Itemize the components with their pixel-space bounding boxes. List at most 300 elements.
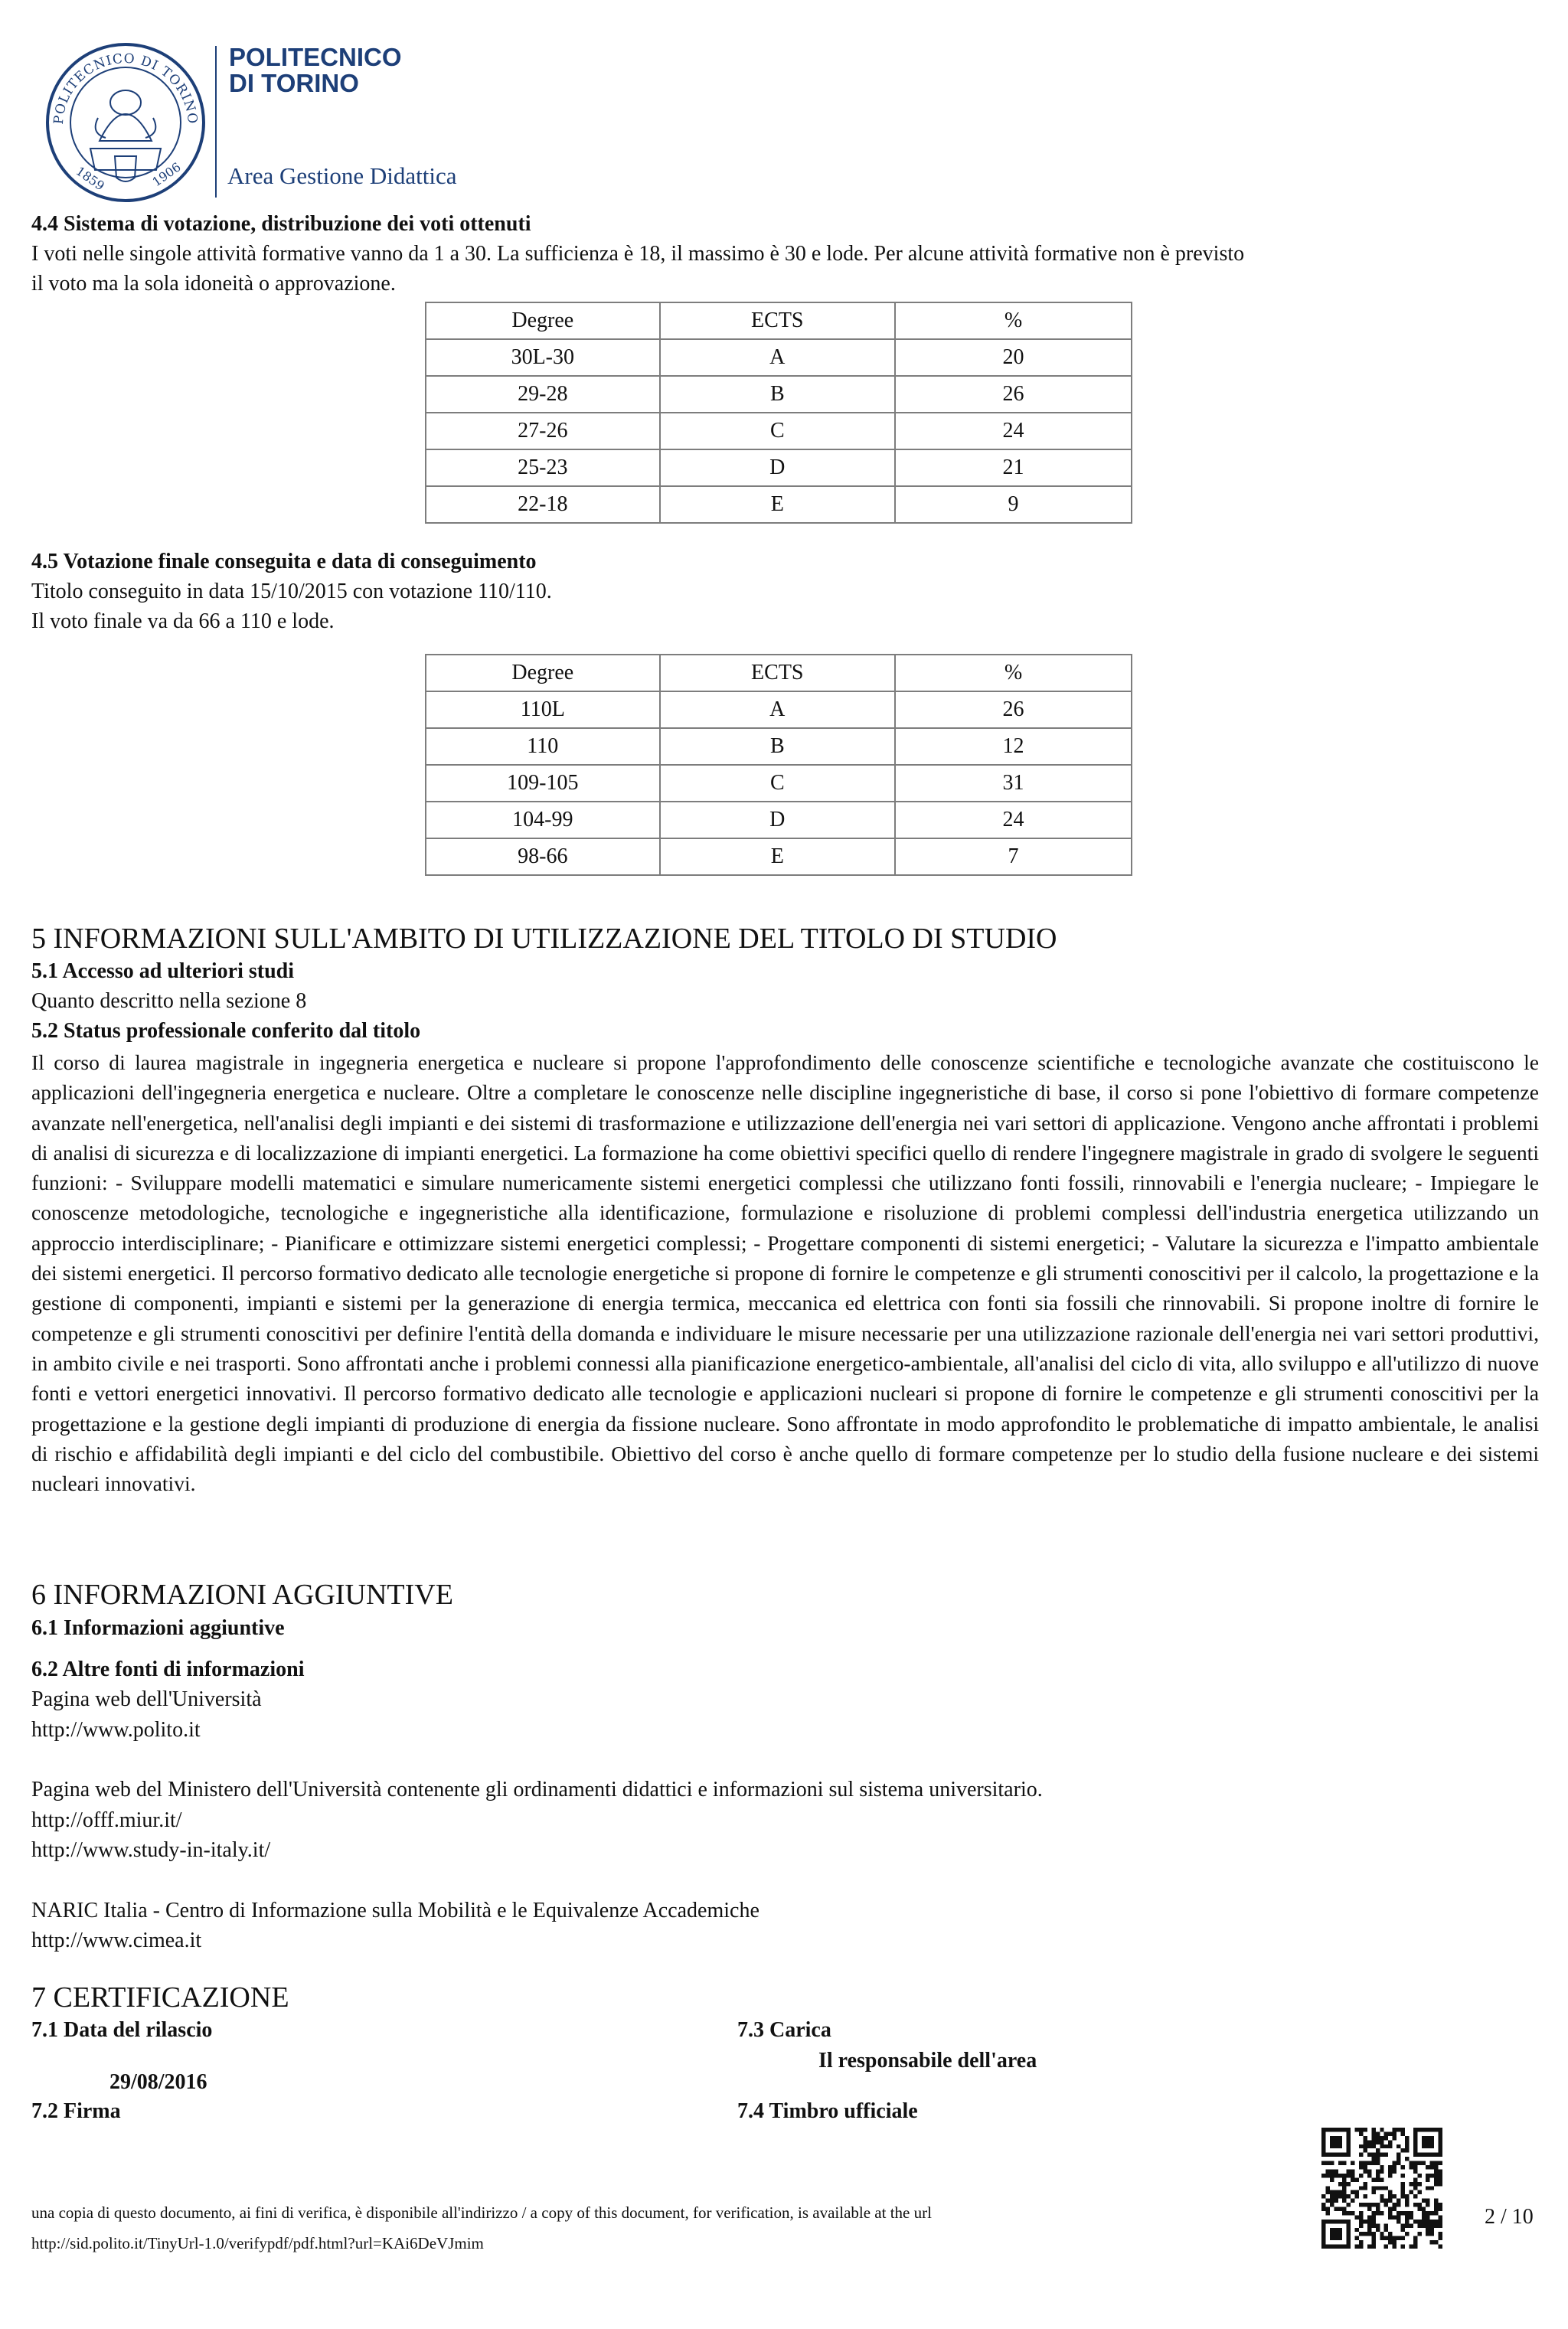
qr-module bbox=[1334, 2174, 1338, 2177]
qr-module bbox=[1363, 2148, 1367, 2152]
qr-module bbox=[1325, 2190, 1329, 2194]
ministry-link-2[interactable]: http://www.study-in-italy.it/ bbox=[31, 1838, 271, 1862]
qr-module bbox=[1371, 2161, 1375, 2165]
qr-module bbox=[1359, 2153, 1363, 2157]
qr-module bbox=[1426, 2186, 1429, 2190]
qr-module bbox=[1439, 2161, 1442, 2165]
qr-module bbox=[1325, 2161, 1329, 2165]
qr-module bbox=[1367, 2144, 1371, 2148]
qr-module bbox=[1384, 2245, 1388, 2249]
table-row bbox=[426, 339, 1132, 376]
qr-module bbox=[1422, 2207, 1426, 2211]
qr-module bbox=[1380, 2177, 1383, 2181]
qr-module bbox=[1413, 2140, 1417, 2144]
qr-module bbox=[1367, 2153, 1371, 2157]
qr-module bbox=[1334, 2220, 1338, 2223]
qr-module bbox=[1409, 2215, 1413, 2219]
qr-module bbox=[1388, 2211, 1392, 2215]
section-6-2-title: 6.2 Altre fonti di informazioni bbox=[31, 1658, 305, 1681]
qr-module bbox=[1393, 2215, 1396, 2219]
qr-module bbox=[1342, 2161, 1346, 2165]
qr-module bbox=[1376, 2131, 1380, 2135]
qr-module bbox=[1371, 2232, 1375, 2236]
qr-module bbox=[1363, 2220, 1367, 2223]
qr-module bbox=[1439, 2245, 1442, 2249]
qr-module bbox=[1405, 2199, 1409, 2203]
qr-module bbox=[1376, 2169, 1380, 2173]
naric-label: NARIC Italia - Centro di Informazione sulla Mobilità e le Equivalenze Accademiche bbox=[31, 1899, 760, 1922]
qr-module bbox=[1334, 2194, 1338, 2198]
qr-module bbox=[1330, 2194, 1334, 2198]
qr-module bbox=[1325, 2199, 1329, 2203]
qr-module bbox=[1334, 2144, 1338, 2148]
qr-module bbox=[1351, 2174, 1354, 2177]
qr-module bbox=[1363, 2140, 1367, 2144]
table-row bbox=[426, 802, 1132, 838]
naric-link[interactable]: http://www.cimea.it bbox=[31, 1929, 202, 1952]
section-7-4-title: 7.4 Timbro ufficiale bbox=[737, 2099, 918, 2123]
section-5-2-text: Il corso di laurea magistrale in ingegneria energetica e nucleare si propone l'approfondimento delle conoscenze scientifiche e tecnologiche avanzate che costituiscono le applicazioni dell'ingegneria energetica e nucleare. Oltre a completare le conoscenze nelle discipline ingegneristiche di base, il corso si pone l'obiettivo di formare competenze avanzate nell'energetica, nell'analisi degli impianti e dei sistemi di trasformazione e utilizzazione dell'energia nei vari settori di applicazione. Vengono anche affrontati i problemi di analisi di sicurezza e di localizzazione di impianti energetici. La formazione ha come obiettivi specifici quello di rendere l'ingegnere magistrale in grado di svolgere le seguenti funzioni: - Sviluppare modelli matematici e simulare numericamente sistemi energetici complessi che utilizzano fonti fossili, rinnovabili e l'energia nucleare; - Impiegare le conoscenze metodologiche, tecnologiche e ingegneristiche alla identificazione, formulazione e risoluzione di problemi complessi dell'industria energetica utilizzando un approccio interdisciplinare; - Pianificare e ottimizzare sistemi energetici complessi; - Progettare componenti di sistemi energetici; - Valutare la sicurezza e l'impatto ambientale dei sistemi energetici. Il percorso formativo dedicato alle tecnologie energetiche si propone di fornire le competenze e gli strumenti conoscitivi per il calcolo, la progettazione e la gestione di componenti, impianti e sistemi per la generazione di energia termica, meccanica ed elettrica con fonti sia fossili che rinnovabili. Si propone inoltre di fornire le competenze e gli strumenti conoscitivi per definire l'entità della domanda e individuare le misure necessarie per una utilizzazione razionale dell'energia nei vari settori produttivi, in ambito civile e nei trasporti. Sono affrontati anche i problemi connessi alla pianificazione energetico-ambientale, all'analisi del ciclo di vita, allo sviluppo e all'utilizzo di nuove fonti e vettori energetici innovativi. Il percorso formativo dedicato alle tecnologie e applicazioni nucleari si propone di fornire le competenze e gli strumenti conoscitivi per la progettazione e la gestione degli impianti di produzione di energia da fissione nucleare. Sono affrontate in modo approfondito le problematiche di impatto ambientale, le analisi di rischio e affidabilità degli impianti e del ciclo del combustibile. Obiettivo del corso è anche quello di formare competenze per lo studio della fusione nucleare e dei sistemi nucleari innovativi. bbox=[31, 1050, 1539, 1496]
table-cell: 12 bbox=[895, 728, 1132, 765]
qr-module bbox=[1330, 2174, 1334, 2177]
qr-module bbox=[1388, 2240, 1392, 2244]
qr-module bbox=[1321, 2220, 1325, 2223]
qr-module bbox=[1347, 2169, 1351, 2173]
ministry-web-label: Pagina web del Ministero dell'Università contenente gli ordinamenti didattici e informazioni sul sistema universitario. bbox=[31, 1778, 1043, 1801]
qr-module bbox=[1405, 2220, 1409, 2223]
qr-module bbox=[1409, 2223, 1413, 2227]
qr-module bbox=[1325, 2153, 1329, 2157]
qr-module bbox=[1396, 2199, 1400, 2203]
qr-module bbox=[1338, 2153, 1342, 2157]
qr-module bbox=[1330, 2177, 1334, 2181]
table-header-cell: % bbox=[895, 302, 1132, 339]
qr-module bbox=[1430, 2144, 1434, 2148]
qr-module bbox=[1413, 2203, 1417, 2207]
qr-module bbox=[1367, 2215, 1371, 2219]
qr-module bbox=[1422, 2220, 1426, 2223]
qr-module bbox=[1334, 2199, 1338, 2203]
qr-module bbox=[1321, 2136, 1325, 2140]
qr-module bbox=[1359, 2215, 1363, 2219]
qr-module bbox=[1321, 2203, 1325, 2207]
qr-module bbox=[1338, 2220, 1342, 2223]
qr-module bbox=[1330, 2169, 1334, 2173]
qr-module bbox=[1405, 2144, 1409, 2148]
qr-module bbox=[1430, 2165, 1434, 2169]
qr-module bbox=[1434, 2177, 1438, 2181]
section-5-title: 5 INFORMAZIONI SULL'AMBITO DI UTILIZZAZIONE DEL TITOLO DI STUDIO bbox=[31, 923, 1057, 955]
qr-module bbox=[1376, 2153, 1380, 2157]
qr-module bbox=[1355, 2215, 1359, 2219]
qr-module bbox=[1426, 2215, 1429, 2219]
qr-module bbox=[1388, 2140, 1392, 2144]
qr-module bbox=[1355, 2128, 1359, 2131]
qr-module bbox=[1321, 2161, 1325, 2165]
qr-module bbox=[1347, 2174, 1351, 2177]
qr-module bbox=[1330, 2128, 1334, 2131]
qr-module bbox=[1405, 2194, 1409, 2198]
qr-module bbox=[1367, 2228, 1371, 2232]
institution-name-line2: DI TORINO bbox=[229, 69, 359, 97]
qr-module bbox=[1347, 2194, 1351, 2198]
qr-module bbox=[1434, 2203, 1438, 2207]
qr-module bbox=[1338, 2207, 1342, 2211]
qr-module bbox=[1417, 2182, 1421, 2186]
qr-module bbox=[1371, 2215, 1375, 2219]
qr-module bbox=[1393, 2136, 1396, 2140]
qr-module bbox=[1347, 2131, 1351, 2135]
qr-module bbox=[1430, 2161, 1434, 2165]
table-cell: 29-28 bbox=[426, 376, 660, 413]
role-title: Il responsabile dell'area bbox=[818, 2049, 1037, 2073]
qr-module bbox=[1439, 2153, 1442, 2157]
qr-module bbox=[1409, 2211, 1413, 2215]
qr-module bbox=[1388, 2169, 1392, 2173]
qr-module bbox=[1342, 2194, 1346, 2198]
qr-module bbox=[1426, 2223, 1429, 2227]
qr-module bbox=[1371, 2136, 1375, 2140]
qr-module bbox=[1325, 2245, 1329, 2249]
qr-module bbox=[1409, 2161, 1413, 2165]
qr-module bbox=[1434, 2207, 1438, 2211]
table-row bbox=[426, 765, 1132, 802]
qr-module bbox=[1413, 2186, 1417, 2190]
footer-verification-url[interactable]: http://sid.polito.it/TinyUrl-1.0/verifypdf/pdf.html?url=KAi6DeVJmim bbox=[31, 2234, 484, 2252]
table-cell: E bbox=[660, 838, 895, 875]
table-cell: B bbox=[660, 728, 895, 765]
qr-module bbox=[1338, 2161, 1342, 2165]
qr-module bbox=[1422, 2161, 1426, 2165]
qr-module bbox=[1342, 2211, 1346, 2215]
qr-module bbox=[1430, 2240, 1434, 2244]
qr-module bbox=[1434, 2128, 1438, 2131]
qr-module bbox=[1380, 2232, 1383, 2236]
table-cell: 25-23 bbox=[426, 449, 660, 486]
section-5-1-text: Quanto descritto nella sezione 8 bbox=[31, 989, 307, 1013]
qr-module bbox=[1347, 2182, 1351, 2186]
qr-module bbox=[1422, 2136, 1426, 2140]
qr-module bbox=[1380, 2136, 1383, 2140]
qr-module bbox=[1417, 2161, 1421, 2165]
qr-module bbox=[1325, 2169, 1329, 2173]
qr-module bbox=[1321, 2140, 1325, 2144]
qr-module bbox=[1330, 2232, 1334, 2236]
table-cell: 22-18 bbox=[426, 486, 660, 523]
qr-module bbox=[1396, 2203, 1400, 2207]
qr-module bbox=[1409, 2190, 1413, 2194]
qr-module bbox=[1325, 2128, 1329, 2131]
qr-module bbox=[1351, 2190, 1354, 2194]
qr-module bbox=[1321, 2174, 1325, 2177]
qr-module bbox=[1430, 2128, 1434, 2131]
qr-module bbox=[1413, 2161, 1417, 2165]
section-4-5-title: 4.5 Votazione finale conseguita e data di conseguimento bbox=[31, 550, 537, 573]
qr-module bbox=[1401, 2165, 1405, 2169]
qr-module bbox=[1338, 2194, 1342, 2198]
table-header-cell: % bbox=[895, 655, 1132, 691]
qr-module bbox=[1384, 2199, 1388, 2203]
qr-module bbox=[1401, 2186, 1405, 2190]
grades-table-4-5 bbox=[425, 654, 1132, 876]
qr-module bbox=[1371, 2153, 1375, 2157]
qr-module bbox=[1371, 2157, 1375, 2161]
qr-module bbox=[1380, 2169, 1383, 2173]
qr-module bbox=[1347, 2240, 1351, 2244]
table-row bbox=[426, 376, 1132, 413]
qr-module bbox=[1417, 2190, 1421, 2194]
qr-module bbox=[1355, 2236, 1359, 2240]
svg-text:1859: 1859 bbox=[73, 163, 107, 194]
qr-module bbox=[1363, 2169, 1367, 2173]
qr-module bbox=[1422, 2140, 1426, 2144]
qr-module bbox=[1439, 2215, 1442, 2219]
qr-module bbox=[1384, 2228, 1388, 2232]
grades-table-4-4 bbox=[425, 302, 1132, 524]
qr-module bbox=[1380, 2194, 1383, 2198]
area-name: Area Gestione Didattica bbox=[227, 162, 457, 189]
qr-module bbox=[1401, 2148, 1405, 2152]
qr-module bbox=[1347, 2144, 1351, 2148]
qr-module bbox=[1384, 2144, 1388, 2148]
table-cell: 24 bbox=[895, 802, 1132, 838]
qr-module bbox=[1422, 2144, 1426, 2148]
qr-module bbox=[1426, 2144, 1429, 2148]
qr-module bbox=[1396, 2211, 1400, 2215]
qr-module bbox=[1393, 2165, 1396, 2169]
qr-module bbox=[1363, 2165, 1367, 2169]
qr-module bbox=[1355, 2245, 1359, 2249]
table-cell: 7 bbox=[895, 838, 1132, 875]
qr-module bbox=[1405, 2157, 1409, 2161]
qr-module bbox=[1401, 2131, 1405, 2135]
qr-module bbox=[1355, 2194, 1359, 2198]
qr-module bbox=[1417, 2223, 1421, 2227]
table-header-cell: ECTS bbox=[660, 655, 895, 691]
qr-module bbox=[1376, 2203, 1380, 2207]
qr-module bbox=[1401, 2174, 1405, 2177]
qr-module bbox=[1363, 2203, 1367, 2207]
qr-module bbox=[1434, 2174, 1438, 2177]
qr-module bbox=[1376, 2228, 1380, 2232]
table-row bbox=[426, 838, 1132, 875]
qr-module bbox=[1388, 2131, 1392, 2135]
qr-module bbox=[1330, 2161, 1334, 2165]
table-row bbox=[426, 413, 1132, 449]
qr-module bbox=[1359, 2211, 1363, 2215]
qr-module bbox=[1334, 2136, 1338, 2140]
qr-module bbox=[1401, 2223, 1405, 2227]
qr-module bbox=[1430, 2140, 1434, 2144]
qr-module bbox=[1342, 2177, 1346, 2181]
qr-module bbox=[1401, 2194, 1405, 2198]
qr-module bbox=[1371, 2177, 1375, 2181]
qr-module bbox=[1434, 2220, 1438, 2223]
qr-module bbox=[1334, 2128, 1338, 2131]
qr-module bbox=[1351, 2169, 1354, 2173]
qr-module bbox=[1388, 2199, 1392, 2203]
qr-module bbox=[1413, 2148, 1417, 2152]
qr-module bbox=[1351, 2177, 1354, 2181]
qr-module bbox=[1371, 2220, 1375, 2223]
qr-module bbox=[1384, 2153, 1388, 2157]
qr-module bbox=[1338, 2182, 1342, 2186]
qr-module bbox=[1376, 2186, 1380, 2190]
qr-module bbox=[1417, 2220, 1421, 2223]
qr-module bbox=[1430, 2211, 1434, 2215]
qr-module bbox=[1321, 2240, 1325, 2244]
qr-module bbox=[1380, 2153, 1383, 2157]
qr-module bbox=[1422, 2215, 1426, 2219]
section-4-4-title: 4.4 Sistema di votazione, distribuzione dei voti ottenuti bbox=[31, 212, 531, 236]
qr-module bbox=[1393, 2128, 1396, 2131]
qr-module bbox=[1413, 2165, 1417, 2169]
qr-module bbox=[1359, 2161, 1363, 2165]
qr-module bbox=[1417, 2128, 1421, 2131]
svg-text:POLITECNICO DI TORINO: POLITECNICO DI TORINO bbox=[51, 51, 201, 126]
qr-module bbox=[1426, 2203, 1429, 2207]
qr-module bbox=[1426, 2174, 1429, 2177]
qr-module bbox=[1330, 2203, 1334, 2207]
qr-module bbox=[1413, 2144, 1417, 2148]
table-row bbox=[426, 449, 1132, 486]
qr-module bbox=[1380, 2199, 1383, 2203]
qr-module bbox=[1347, 2153, 1351, 2157]
qr-module bbox=[1334, 2207, 1338, 2211]
qr-module bbox=[1413, 2220, 1417, 2223]
qr-module bbox=[1439, 2169, 1442, 2173]
qr-module bbox=[1367, 2161, 1371, 2165]
qr-module bbox=[1388, 2215, 1392, 2219]
qr-module bbox=[1342, 2182, 1346, 2186]
qr-module bbox=[1376, 2177, 1380, 2181]
ministry-link-1[interactable]: http://offf.miur.it/ bbox=[31, 1808, 182, 1832]
qr-module bbox=[1376, 2207, 1380, 2211]
qr-module bbox=[1371, 2140, 1375, 2144]
qr-module bbox=[1342, 2186, 1346, 2190]
qr-module bbox=[1393, 2161, 1396, 2165]
table-cell: 104-99 bbox=[426, 802, 660, 838]
qr-module bbox=[1342, 2245, 1346, 2249]
qr-module bbox=[1330, 2199, 1334, 2203]
qr-module bbox=[1426, 2128, 1429, 2131]
qr-module bbox=[1338, 2140, 1342, 2144]
qr-module bbox=[1371, 2236, 1375, 2240]
qr-module bbox=[1367, 2220, 1371, 2223]
qr-module bbox=[1380, 2128, 1383, 2131]
table-cell: 30L-30 bbox=[426, 339, 660, 376]
qr-module bbox=[1405, 2203, 1409, 2207]
qr-module bbox=[1334, 2232, 1338, 2236]
qr-module bbox=[1422, 2211, 1426, 2215]
qr-module bbox=[1325, 2211, 1329, 2215]
qr-module bbox=[1359, 2240, 1363, 2244]
qr-module bbox=[1338, 2128, 1342, 2131]
qr-module bbox=[1434, 2169, 1438, 2173]
qr-module bbox=[1401, 2190, 1405, 2194]
qr-module bbox=[1434, 2199, 1438, 2203]
qr-module bbox=[1371, 2245, 1375, 2249]
qr-module bbox=[1393, 2131, 1396, 2135]
qr-module bbox=[1363, 2182, 1367, 2186]
section-5-1-title: 5.1 Accesso ad ulteriori studi bbox=[31, 959, 294, 983]
qr-module bbox=[1413, 2240, 1417, 2244]
section-7-3-title: 7.3 Carica bbox=[737, 2018, 831, 2042]
qr-module bbox=[1405, 2232, 1409, 2236]
qr-module bbox=[1439, 2148, 1442, 2152]
qr-module bbox=[1417, 2207, 1421, 2211]
qr-module bbox=[1330, 2228, 1334, 2232]
qr-module bbox=[1430, 2174, 1434, 2177]
qr-module bbox=[1330, 2140, 1334, 2144]
qr-module bbox=[1367, 2174, 1371, 2177]
qr-module bbox=[1371, 2186, 1375, 2190]
qr-module bbox=[1426, 2220, 1429, 2223]
header-separator bbox=[215, 46, 217, 198]
svg-text:1906: 1906 bbox=[149, 159, 184, 190]
qr-module bbox=[1384, 2203, 1388, 2207]
qr-module bbox=[1355, 2177, 1359, 2181]
qr-module bbox=[1347, 2245, 1351, 2249]
qr-module bbox=[1342, 2128, 1346, 2131]
qr-module bbox=[1439, 2182, 1442, 2186]
qr-module bbox=[1409, 2165, 1413, 2169]
qr-module bbox=[1380, 2144, 1383, 2148]
qr-module bbox=[1434, 2161, 1438, 2165]
qr-module bbox=[1439, 2203, 1442, 2207]
qr-module bbox=[1342, 2220, 1346, 2223]
qr-module bbox=[1422, 2128, 1426, 2131]
qr-module bbox=[1342, 2207, 1346, 2211]
table-cell: C bbox=[660, 413, 895, 449]
qr-module bbox=[1426, 2228, 1429, 2232]
qr-module bbox=[1426, 2199, 1429, 2203]
qr-module bbox=[1434, 2165, 1438, 2169]
qr-module bbox=[1338, 2136, 1342, 2140]
qr-module bbox=[1405, 2136, 1409, 2140]
qr-module bbox=[1393, 2236, 1396, 2240]
qr-module bbox=[1338, 2236, 1342, 2240]
qr-module bbox=[1367, 2245, 1371, 2249]
qr-code bbox=[1321, 2128, 1442, 2249]
qr-module bbox=[1330, 2136, 1334, 2140]
qr-module bbox=[1396, 2161, 1400, 2165]
qr-module bbox=[1388, 2232, 1392, 2236]
section-6-1-title: 6.1 Informazioni aggiuntive bbox=[31, 1616, 285, 1640]
qr-module bbox=[1396, 2157, 1400, 2161]
qr-module bbox=[1321, 2228, 1325, 2232]
qr-module bbox=[1417, 2232, 1421, 2236]
university-web-link[interactable]: http://www.polito.it bbox=[31, 1718, 201, 1742]
qr-module bbox=[1413, 2153, 1417, 2157]
qr-module bbox=[1430, 2136, 1434, 2140]
qr-module bbox=[1338, 2245, 1342, 2249]
qr-module bbox=[1376, 2223, 1380, 2227]
qr-module bbox=[1413, 2177, 1417, 2181]
qr-module bbox=[1413, 2136, 1417, 2140]
table-cell: E bbox=[660, 486, 895, 523]
qr-module bbox=[1338, 2174, 1342, 2177]
qr-module bbox=[1426, 2165, 1429, 2169]
qr-module bbox=[1334, 2236, 1338, 2240]
table-cell: D bbox=[660, 449, 895, 486]
qr-module bbox=[1334, 2245, 1338, 2249]
qr-module bbox=[1342, 2190, 1346, 2194]
qr-module bbox=[1426, 2177, 1429, 2181]
table-row bbox=[426, 486, 1132, 523]
qr-module bbox=[1347, 2128, 1351, 2131]
qr-module bbox=[1388, 2236, 1392, 2240]
